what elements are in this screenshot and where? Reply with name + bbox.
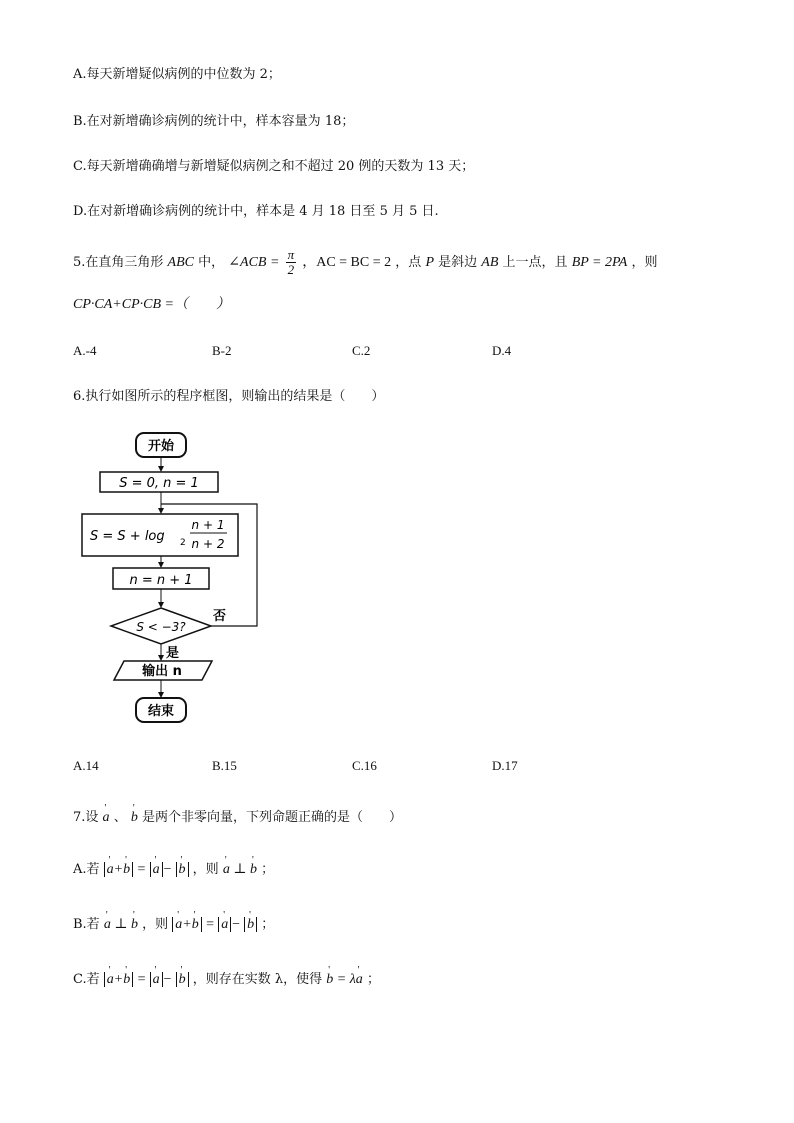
q7-stem-pre: 7.设 (73, 810, 99, 825)
q4-option-c: C.每天新增确确增与新增疑似病例之和不超过 20 例的天数为 13 天； (73, 159, 475, 174)
flow-condition-text: S < −3? (136, 620, 186, 634)
q7-stem-post: 是两个非零向量，下列命题正确的是（ ） (141, 810, 402, 825)
flow-yes-label: 是 (166, 646, 180, 661)
q5-rest: 上一点，且 (502, 255, 568, 270)
flow-init-text: S = 0, n = 1 (119, 476, 199, 491)
q6-choice-b: B.15 (212, 758, 237, 773)
q5-frac-num: π (287, 247, 295, 262)
q4-option-d: D.在对新增确诊病例的统计中，样本是 4 月 18 日至 5 月 5 日. (73, 204, 439, 219)
flowchart (80, 428, 280, 738)
q5-stem (73, 248, 657, 277)
flow-end-text: 结束 (147, 704, 175, 719)
q6-stem: 6.执行如图所示的程序框图，则输出的结果是（ ） (73, 389, 385, 404)
q4-option-b: B.在对新增确诊病例的统计中，样本容量为 18； (73, 114, 355, 129)
q5-choice-d: D.4 (492, 343, 512, 358)
q7-c-pre: C.若 (73, 972, 100, 987)
q5-angle: ∠ACB = (228, 255, 280, 270)
flow-update-den: n + 2 (191, 537, 225, 551)
q7-option-c (73, 971, 380, 989)
q7-sep: 、 (113, 810, 127, 825)
q7-stem (73, 809, 402, 827)
q5-fraction (286, 248, 297, 277)
q5-choice-c: C.2 (352, 343, 371, 358)
q5-sides: ，AC = BC = 2 (302, 255, 392, 270)
q5-ab: AB (481, 255, 499, 270)
q7-c-end: ； (366, 972, 380, 987)
q7-vector-a: ' a (103, 809, 110, 827)
q5-point-text: ，点 (395, 255, 422, 270)
flow-update-num: n + 1 (191, 518, 225, 532)
q5-cond: BP = 2PA (571, 255, 628, 270)
flow-increment-text: n = n + 1 (129, 573, 193, 588)
q7-c-conclusion: ' b = λ' a (326, 972, 363, 987)
q7-a-end: ； (261, 862, 275, 877)
q7-a-conclusion: ' a ⊥ ' b (223, 862, 257, 877)
q7-option-a (73, 861, 274, 879)
q7-b-end: ； (261, 917, 275, 932)
q7-a-condition: ' a+' b = ' a − ' b (104, 862, 189, 877)
q5-on-text: 是斜边 (438, 255, 478, 270)
q7-c-condition: ' a+' b = ' a − ' b (104, 972, 189, 987)
q6-choice-a: A.14 (73, 758, 99, 773)
q5-then: ，则 (631, 255, 658, 270)
flow-output-text: 输出 n (142, 664, 182, 679)
q5-mid: 中， (198, 255, 225, 270)
q5-point-p: P (425, 255, 434, 270)
flow-start-text: 开始 (147, 439, 175, 454)
q7-vector-b: ' b (131, 809, 138, 827)
q7-b-pre: B.若 (73, 917, 100, 932)
q5-expression: CP·CA+CP·CB =（ ） (73, 297, 230, 312)
q7-c-mid: ，则存在实数 λ，使得 (192, 972, 323, 987)
flow-update-lhs: S = S + log (90, 529, 165, 544)
q7-b-condition: ' a ⊥ ' b (104, 917, 138, 932)
q6-choice-c: C.16 (352, 758, 377, 773)
q5-choice-b: B-2 (212, 343, 232, 358)
q7-b-conclusion: ' a+' b = ' a − ' b (172, 917, 257, 932)
q5-choice-a: A.-4 (73, 343, 97, 358)
flow-update-sub: 2 (180, 538, 186, 548)
q7-option-b (73, 916, 274, 934)
q4-option-a: A.每天新增疑似病例的中位数为 2； (73, 67, 281, 82)
q5-frac-den: 2 (287, 262, 295, 277)
q7-b-mid: ，则 (142, 917, 169, 932)
q5-prefix: 5.在直角三角形 (73, 255, 164, 270)
q6-choice-d: D.17 (492, 758, 518, 773)
q7-a-mid: ，则 (192, 862, 219, 877)
q5-triangle: ABC (167, 255, 194, 270)
q7-a-pre: A.若 (73, 862, 100, 877)
flow-no-label: 否 (213, 609, 227, 624)
